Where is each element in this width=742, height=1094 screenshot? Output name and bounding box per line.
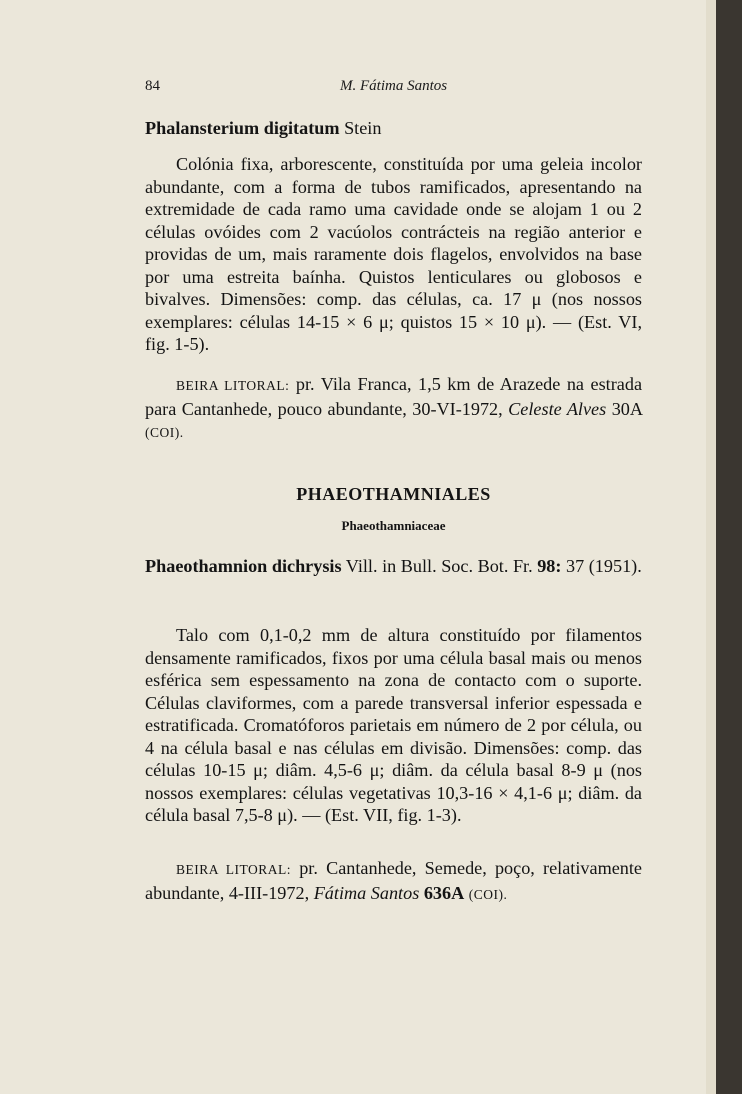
locality-text: pr. Vila Franca, 1,5 km de Arazede na estrada para Cantanhede, pouco abundante, 30-VI-1972, [145,374,643,419]
citation-volume: 98: [537,556,562,576]
collector-name: Celeste Alves [508,398,607,419]
locality-record-2 [145,857,642,906]
family-heading: Phaeothamniaceae [341,518,446,533]
species-authority: Stein [344,118,382,138]
herbarium-code: (COI). [145,425,184,440]
species-description-2: Talo com 0,1-0,2 mm de altura constituído por filamentos densamente ramificados, fixos por uma célula basal mais ou menos esférica sem espessamento na zona de contacto com o suporte. Células claviformes, com a parede transversal inferior espessada e estratificada. Cromatóforos parietais em número de 2 por célula, ou 4 na célula basal e nas células em divisão. Dimensões: comp. das células 10-15 μ; diâm. 4,5-6 μ; diâm. da célula basal 8-9 μ (nos nossos exemplares: células vegetativas 10,3-16 × 4,1-6 μ; diâm. da célula basal 7,5-8 μ). — (Est. VII, fig. 1-3). [145,625,642,825]
herbarium-code: (COI). [468,886,508,902]
collection-number: 30A [611,398,643,419]
book-spine [716,0,742,1094]
citation-start: Vill. in Bull. Soc. Bot. Fr. [345,556,533,576]
running-author: M. Fátima Santos [340,78,448,94]
citation-end: 37 (1951). [566,556,642,576]
locality-region: BEIRA LITORAL: [176,862,292,877]
order-heading: PHAEOTHAMNIALES [296,484,491,504]
species-name: Phalansterium digitatum [145,118,340,138]
page-number: 84 [145,78,160,94]
species-name: Phaeothamnion dichrysis [145,556,342,576]
species-heading-1 [145,117,642,140]
collector-name: Fátima Santos [313,882,420,903]
locality-text: pr. Cantanhede, Semede, poço, relativamente abundante, 4-III-1972, [145,858,643,903]
locality-region: BEIRA LITORAL: [176,378,290,393]
locality-record-1 [145,373,642,445]
species-heading-2 [145,555,669,578]
running-header [145,78,635,98]
species-description-1: Colónia fixa, arborescente, constituída por uma geleia incolor abundante, com a forma de tubos ramificados, apresentando na extremidade de cada ramo uma cavidade onde se alojam 1 ou 2 células ovóides com 2 vacúolos contrácteis na região anterior e providas de um, mais raramente dois flagelos, envolvidos na base por uma estreita baínha. Quistos lenticulares ou globosos e bivalves. Dimensões: comp. das células, ca. 17 μ (nos nossos exemplares: células 14-15 × 6 μ; quistos 15 × 10 μ). — (Est. VI, fig. 1-5). [145,154,642,354]
collection-number: 636A [423,882,465,903]
